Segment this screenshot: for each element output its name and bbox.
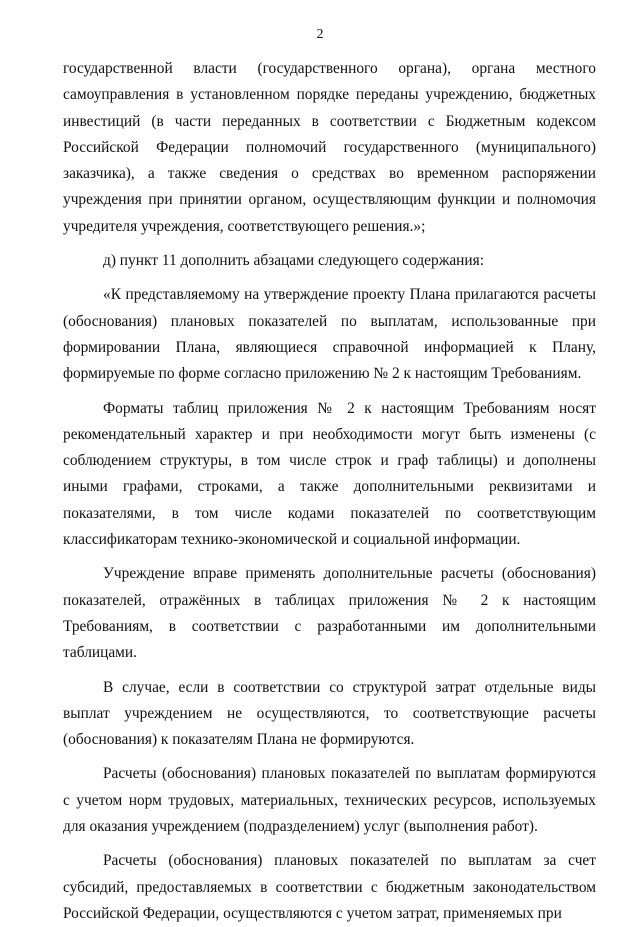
paragraph-table-formats: Форматы таблиц приложения № 2 к настоящим Требованиям носят рекомендательный характер и при необходимости могут быть изменены (с соблюдением структуры, в том числе строк и граф таблицы) и дополнены иными графами, строками, а также дополнительными реквизитами и показателями, в том числе кодами показателей по соответствующим классификаторам технико-экономической и социальной информации.	[63, 399, 596, 549]
paragraph-subsidies: Расчеты (обоснования) плановых показателей по выплатам за счет субсидий, предоставляемых в соответствии с бюджетным законодательством Российской Федерации, осуществляются с учетом затрат, применяемых при	[63, 852, 596, 922]
paragraph-resource-norms: Расчеты (обоснования) плановых показателей по выплатам формируются с учетом норм трудовых, материальных, технических ресурсов, используемых для оказания учреждением (подразделением) услуг (выполнения работ).	[63, 765, 596, 836]
paragraph-not-performed-payments: В случае, если в соответствии со структурой затрат отдельные виды выплат учреждением не осуществляются, то соответствующие расчеты (обоснования) к показателям Плана не формируются.	[63, 678, 596, 749]
paragraph-additional-calculations: Учреждение вправе применять дополнительные расчеты (обоснования) показателей, отражённых в таблицах приложения № 2 к настоящим Требованиям, в соответствии с разработанными им дополнительными таблицами.	[63, 565, 596, 662]
paragraph-continuation: государственной власти (государственного органа), органа местного самоуправления в установленном порядке переданы учреждению, бюджетных инвестиций (в части переданных в соответствии с Бюджетным кодексом Российской Федерации полномочий государственного (муниципального) заказчика), а также сведения о средствах во временном распоряжении учреждения при принятии органом, осуществляющим функции и полномочия учредителя учреждения, соответствующего решения.»;	[63, 60, 596, 235]
paragraph-plan-attachments: «К представляемому на утверждение проекту Плана прилагаются расчеты (обоснования) плановых показателей по выплатам, использованные при формировании Плана, являющиеся справочной информацией к Плану, формируемые по форме согласно приложению № 2 к настоящим Требованиям.	[63, 286, 596, 383]
document-body	[63, 56, 596, 927]
page-number: 2	[316, 27, 324, 42]
paragraph-subpoint-d: д) пункт 11 дополнить абзацами следующего содержания:	[103, 252, 484, 270]
